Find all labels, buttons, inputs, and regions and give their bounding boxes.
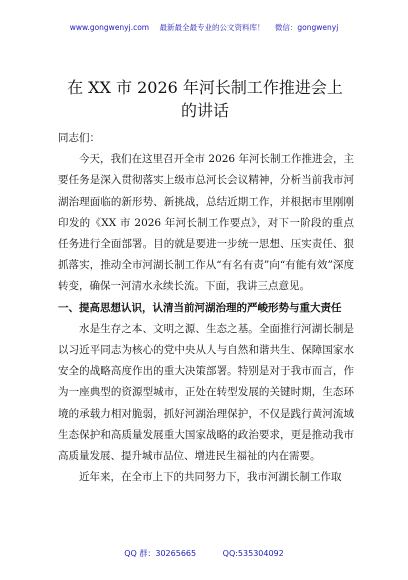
site-slogan: 最新最全最专业的公文资料库！ (159, 23, 265, 32)
section-heading: 一、提高思想认识，认清当前河湖治理的严峻形势与重大责任 (58, 301, 342, 314)
paragraph: 今天，我们在这里召开全市 2026 年河长制工作推进会，主要任务是深入贯彻落实上级市总河长会议精神，分析当前我市河湖治理面临的新形势、新挑战，总结近期工作，并根据市里刚刚印发的《XX 市 2026 年河长制工作要点》，对下一阶段的重点任务进行全面部署。目的就是要进一步统一思想、压实责任、狠抓落实，推动全市河湖长制工作从“有名有责”向“有能有效”深度转变，确保一河清水永续长流。下面，我讲三点意见。 (58, 153, 354, 293)
qq-group: QQ 群：30265665 (124, 549, 197, 558)
footer-contact (0, 548, 408, 559)
qq-number: QQ:535304092 (222, 549, 284, 558)
site-banner (0, 22, 408, 33)
site-url[interactable]: www.gongwenyj.com (69, 23, 150, 32)
paragraph: 水是生存之本、文明之源、生态之基。全面推行河湖长制是以习近平同志为核心的党中央从人与自然和谐共生、保障国家水安全的战略高度作出的重大决策部署。特别是对于我市而言，作为一座典型的资源型城市，正处在转型发展的关键时期，生态环境的承载力相对脆弱，抓好河湖治理保护，不仅是践行黄河流域生态保护和高质量发展重大国家战略的政治要求，更是推动我市高质量发展、提升城市品位、增进民生福祉的内在需要。 (58, 322, 354, 463)
document-title: 在 XX 市 2026 年河长制工作推进会上的讲话 (67, 78, 343, 120)
paragraph: 近年来，在全市上下的共同努力下，我市河湖长制工作取 (79, 471, 342, 484)
document-body (58, 128, 354, 488)
salutation: 同志们： (58, 132, 100, 144)
wechat-id: 微信：gongwenyj (274, 23, 339, 32)
